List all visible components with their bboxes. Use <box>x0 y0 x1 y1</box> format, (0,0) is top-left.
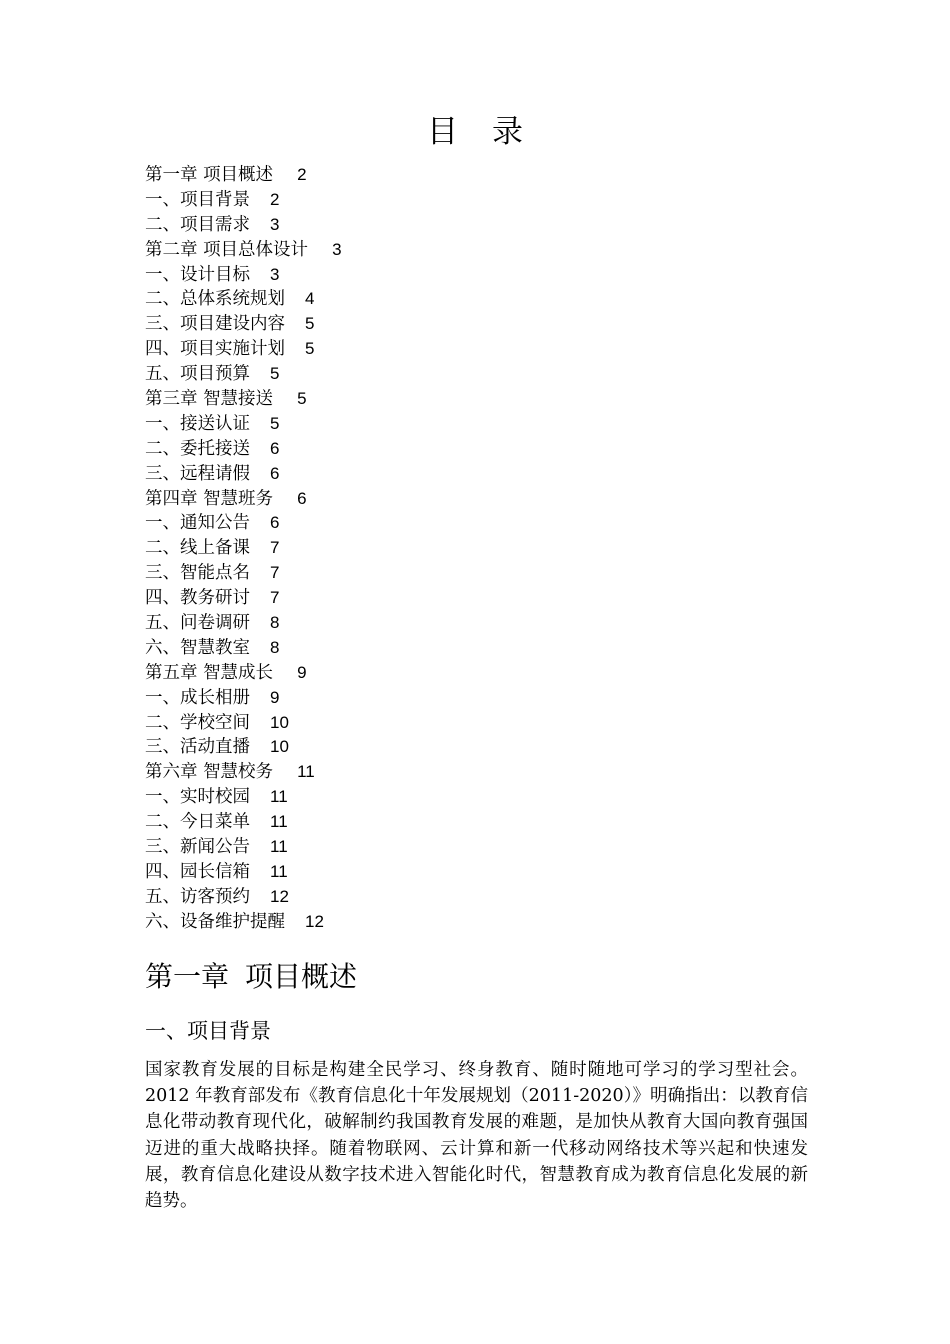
toc-entry-page: 11 <box>270 787 288 807</box>
toc-entry-label: 第三章 智慧接送 <box>145 389 274 410</box>
toc-entry-label: 二、线上备课 <box>145 538 250 559</box>
toc-entry-label: 三、智能点名 <box>145 563 250 584</box>
toc-entry-page: 10 <box>270 712 289 732</box>
toc-entry-label: 第四章 智慧班务 <box>145 488 274 509</box>
chapter-title: 项目概述 <box>245 960 358 993</box>
chapter-heading <box>145 955 357 999</box>
toc-entry[interactable] <box>145 312 342 337</box>
toc-entry[interactable] <box>145 238 342 263</box>
toc-entry-page: 5 <box>270 364 280 384</box>
toc-entry-label: 三、新闻公告 <box>145 837 250 858</box>
toc-entry-page: 11 <box>270 861 288 881</box>
toc-entry-label: 第五章 智慧成长 <box>145 662 274 683</box>
toc-entry-label: 第一章 项目概述 <box>145 165 274 185</box>
toc-entry-page: 5 <box>297 389 307 409</box>
toc-entry-label: 六、设备维护提醒 <box>145 911 285 932</box>
toc-entry-label: 二、今日菜单 <box>145 812 250 833</box>
toc-entry-label: 第二章 项目总体设计 <box>145 239 309 260</box>
toc-entry-label: 二、总体系统规划 <box>145 289 285 310</box>
toc-entry-label: 二、项目需求 <box>145 214 250 235</box>
toc-entry-page: 3 <box>332 239 342 259</box>
toc-title-right: 录 <box>492 114 523 150</box>
toc-entry-page: 6 <box>270 438 280 458</box>
toc-entry-page: 7 <box>270 588 280 608</box>
toc-entry[interactable] <box>145 412 342 437</box>
section-heading: 一、项目背景 <box>145 1019 271 1043</box>
toc-entry[interactable] <box>145 263 342 288</box>
chapter-number: 第一章 <box>145 960 230 993</box>
toc-entry-label: 三、活动直播 <box>145 737 250 758</box>
toc-entry[interactable] <box>145 611 342 636</box>
toc-entry[interactable] <box>145 636 342 661</box>
toc-entry[interactable] <box>145 760 342 785</box>
toc-entry-page: 7 <box>270 563 280 583</box>
toc-entry-page: 11 <box>270 837 288 857</box>
table-of-contents <box>145 163 342 935</box>
toc-entry[interactable] <box>145 362 342 387</box>
toc-entry[interactable] <box>145 213 342 238</box>
toc-entry-page: 9 <box>297 662 307 682</box>
toc-entry[interactable] <box>145 511 342 536</box>
toc-entry-page: 9 <box>270 687 280 707</box>
toc-entry[interactable] <box>145 287 342 312</box>
toc-entry[interactable] <box>145 437 342 462</box>
toc-entry-label: 五、项目预算 <box>145 364 250 385</box>
toc-entry-label: 二、学校空间 <box>145 712 250 733</box>
toc-title-left: 目 <box>427 114 458 150</box>
toc-entry-page: 11 <box>297 762 315 782</box>
toc-entry-label: 四、项目实施计划 <box>145 339 285 360</box>
toc-entry[interactable] <box>145 711 342 736</box>
toc-entry-label: 一、通知公告 <box>145 513 250 534</box>
toc-entry-label: 五、访客预约 <box>145 886 250 907</box>
toc-entry[interactable] <box>145 661 342 686</box>
toc-entry-page: 6 <box>297 488 307 508</box>
toc-entry-label: 三、远程请假 <box>145 463 250 484</box>
toc-entry[interactable] <box>145 561 342 586</box>
toc-entry-page: 8 <box>270 613 280 633</box>
toc-entry[interactable] <box>145 163 342 188</box>
toc-entry-label: 四、园长信箱 <box>145 861 250 882</box>
toc-entry[interactable] <box>145 487 342 512</box>
body-paragraph: 国家教育发展的目标是构建全民学习、终身教育、随时随地可学习的学习型社会。2012 年教育部发布《教育信息化十年发展规划（2011-2020）》明确指出：以教育信息化带动教育现代化，破解制约我国教育发展的难题，是加快从教育大国向教育强国迈进的重大战略抉择。随着物联网、云计算和新一代移动网络技术等兴起和快速发展，教育信息化建设从数字技术进入智能化时代，智慧教育成为教育信息化发展的新趋势。 <box>145 1060 808 1212</box>
toc-entry-label: 一、实时校园 <box>145 787 250 808</box>
toc-entry-label: 第六章 智慧校务 <box>145 762 274 783</box>
toc-entry[interactable] <box>145 785 342 810</box>
toc-entry[interactable] <box>145 387 342 412</box>
toc-entry[interactable] <box>145 860 342 885</box>
toc-entry-page: 7 <box>270 538 280 558</box>
toc-entry-page: 11 <box>270 812 288 832</box>
toc-entry[interactable] <box>145 462 342 487</box>
toc-entry-label: 五、问卷调研 <box>145 613 250 634</box>
toc-entry-label: 六、智慧教室 <box>145 637 250 658</box>
toc-entry[interactable] <box>145 810 342 835</box>
toc-entry-page: 6 <box>270 513 280 533</box>
toc-entry-label: 三、项目建设内容 <box>145 314 285 335</box>
toc-entry-page: 10 <box>270 737 289 757</box>
toc-entry-label: 四、教务研讨 <box>145 588 250 609</box>
toc-entry[interactable] <box>145 586 342 611</box>
toc-entry-page: 5 <box>270 413 280 433</box>
toc-entry-page: 12 <box>270 886 289 906</box>
toc-entry-page: 2 <box>297 165 307 184</box>
toc-entry-page: 5 <box>305 314 315 334</box>
toc-entry-label: 一、接送认证 <box>145 413 250 434</box>
toc-entry[interactable] <box>145 337 342 362</box>
toc-entry[interactable] <box>145 188 342 213</box>
toc-entry-label: 一、设计目标 <box>145 264 250 285</box>
toc-entry-page: 4 <box>305 289 315 309</box>
toc-entry-page: 12 <box>305 911 324 931</box>
toc-entry-page: 5 <box>305 339 315 359</box>
toc-entry-page: 6 <box>270 463 280 483</box>
toc-entry[interactable] <box>145 885 342 910</box>
toc-entry-page: 3 <box>270 264 280 284</box>
toc-entry[interactable] <box>145 686 342 711</box>
toc-entry[interactable] <box>145 835 342 860</box>
toc-entry-page: 8 <box>270 637 280 657</box>
toc-entry-page: 2 <box>270 189 280 209</box>
toc-entry-label: 一、项目背景 <box>145 189 250 210</box>
toc-entry-label: 一、成长相册 <box>145 687 250 708</box>
toc-entry[interactable] <box>145 536 342 561</box>
toc-entry[interactable] <box>145 910 342 935</box>
toc-entry[interactable] <box>145 735 342 760</box>
toc-entry-label: 二、委托接送 <box>145 438 250 459</box>
toc-entry-page: 3 <box>270 214 280 234</box>
toc-title <box>0 106 950 151</box>
